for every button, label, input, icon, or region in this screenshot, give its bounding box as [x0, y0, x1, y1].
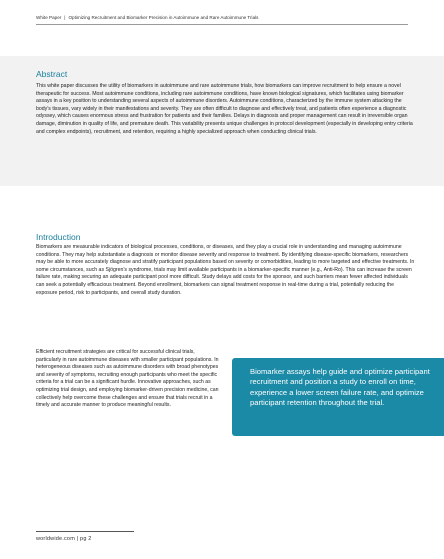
header-separator: | — [64, 15, 66, 20]
footer-text: worldwide.com | pg 2 — [36, 536, 92, 542]
page-header — [36, 15, 424, 20]
abstract-heading: Abstract — [36, 69, 68, 79]
abstract-body: This white paper discusses the utility of biomarkers in autoimmune and rare autoimmune trials, how biomarkers can improve recruitment to help ensure a novel therapeutic for success. Most autoimmune conditions, including rare autoimmune conditions, have known biological signatures, which facilitates using biomarker assays in a key position to understanding several aspects of autoimmune disorders. Autoimmune conditions, characterized by the immune system attacking the body’s tissues, vary widely in their manifestations and severity. They are often difficult to diagnose and effectively treat, and patients often experience a diagnostic odyssey, which causes enormous stress and frustration for patients and their families. Delays in diagnosis and proper management can result in irreversible organ damage, diminution in quality of life, and premature death. This variability presents unique challenges in protocol development (especially in developing entry criteria and complex endpoints), recruitment, and retention, requiring a highly specialized approach when conducting clinical trials. — [36, 83, 413, 135]
doc-title: Optimizing Recruitment and Biomarker Precision in Autoimmune and Rare Autoimmune Trials — [68, 15, 259, 20]
introduction-column-text: Efficient recruitment strategies are critical for successful clinical trials, particularly in rare autoimmune diseases with smaller participant populations. In heterogeneous diseases such as autoimmune disorders with broad phenotypes and severity of symptoms, recruiting enough participants who meet the specific criteria for a trial can be a significant hurdle. Innovative approaches, such as optimizing trial design, and employing biomarker-driven precision medicine, can collectively help overcome these challenges and ensure that trials recruit in a timely and accurate manner to produce meaningful results. — [36, 349, 219, 409]
introduction-body: Biomarkers are measurable indicators of biological processes, conditions, or diseases, and they play a crucial role in understanding and managing autoimmune conditions. They may help substantiate a diagnosis or monitor disease severity and response to treatment. By identifying disease-specific biomarkers, researchers may be able to more accurately diagnose and stratify participant populations based on severity or comorbidities, leading to more targeted and effective treatments. In some circumstances, such as Sjögren’s syndrome, trials may limit available participants in a biomarker-specific manner (e.g., Anti-Ro). This can increase the screen failure rate, making securing an adequate participant pool more difficult. Study delays add costs for the sponsor, and such barriers mean fewer affected individuals can seek a potentially efficacious treatment. Beyond enrollment, biomarkers can signal treatment response in real-time during a trial, potentially reducing the exposure period, risk to participants, and overall study duration. — [36, 244, 415, 296]
callout-box — [232, 358, 444, 436]
introduction-heading: Introduction — [36, 232, 81, 242]
callout-text: Biomarker assays help guide and optimize participant recruitment and position a study to enroll on time, experience a lower screen failure rate, and optimize participant retention throughout the trial. — [250, 367, 430, 407]
abstract-section — [0, 56, 444, 186]
doc-type-label: White Paper — [36, 15, 62, 20]
header-divider — [36, 24, 408, 25]
footer-divider — [36, 531, 134, 532]
